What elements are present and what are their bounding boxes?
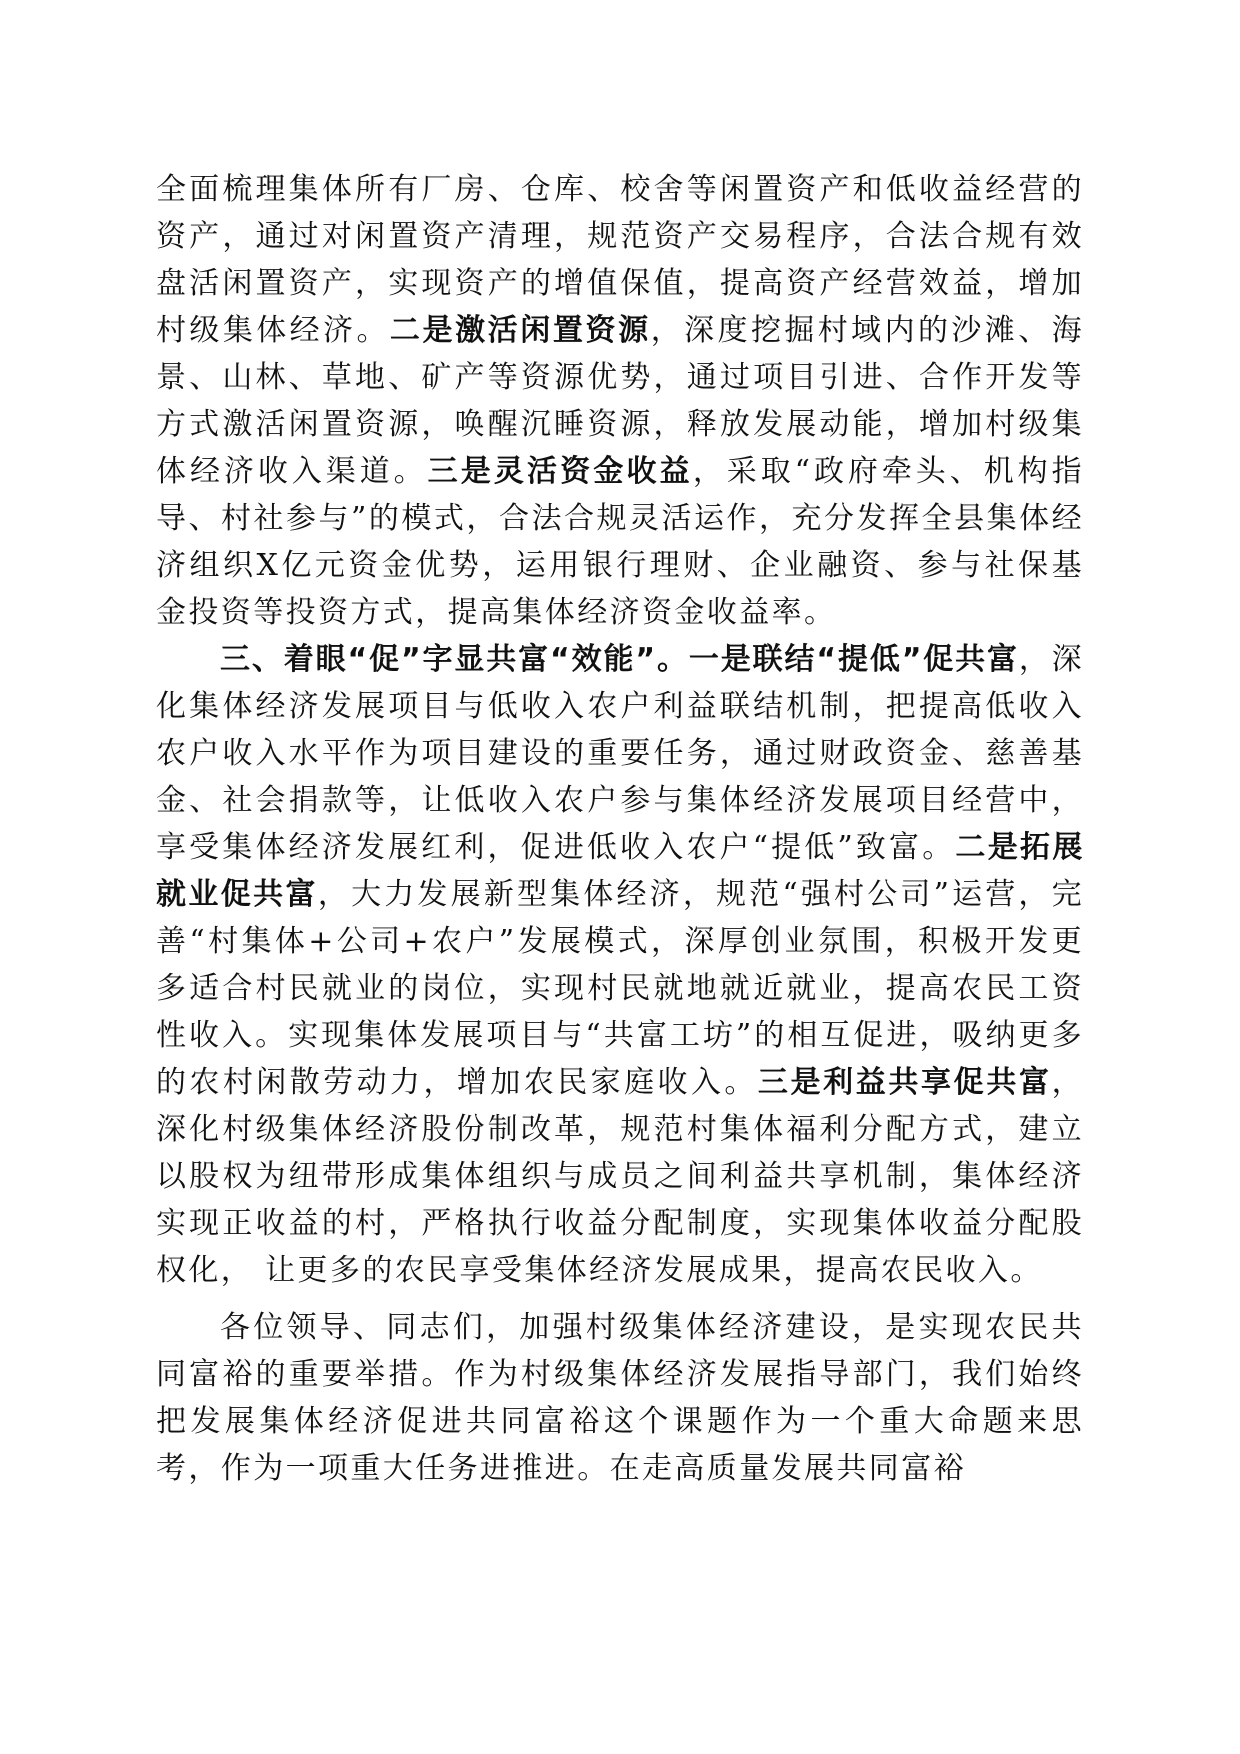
paragraph-2-heading-employment: 二是拓展就业促共富 [156,830,1084,912]
paragraph-closing [156,1304,1084,1492]
paragraph-1-text-e: ，采取“政府牵头、机构指导、村社参与”的模式，合法合规灵活运作，充分发挥全县集体经济组织X亿元资金优势，运用银行理财、企业融资、参与社保基金投资等投资方式，提高集体经济资金收益率。 [156,454,1084,630]
document-body [156,166,1084,1492]
paragraph-2-heading-section-three: 三、着眼“促”字显共富“效能”。一是联结“提低”促共富 [220,642,1019,677]
paragraph-2-text-d: ，大力发展新型集体经济，规范“强村公司”运营，完善“村集体+公司+农户”发展模式，深厚创业氛围，积极开发更多适合村民就业的岗位，实现村民就地就近就业，提高农民工资性收入。实现集体发展项目与“共富工坊”的相互促进，吸纳更多的农村闲散劳动力，增加农民家庭收入。 [156,877,1085,1100]
paragraph-1-text-c: ，深度挖掘村域内的沙滩、海景、山林、草地、矿产等资源优势，通过项目引进、合作开发等方式激活闲置资源，唤醒沉睡资源，释放发展动能，增加村级集体经济收入渠道。 [156,313,1084,489]
paragraph-1-heading-funds: 三是灵活资金收益 [427,454,693,489]
paragraph-2-text-f: ，深化村级集体经济股份制改革，规范村集体福利分配方式，建立以股权为纽带形成集体组织与成员之间利益共享机制，集体经济实现正收益的村，严格执行收益分配制度，实现集体收益分配股权化， 让更多的农民享受集体经济发展成果，提高农民收入。 [156,1065,1084,1288]
paragraph-common-prosperity [156,636,1084,1294]
paragraph-2-heading-benefit-sharing: 三是利益共享促共富 [757,1065,1052,1100]
paragraph-2-text-b: ，深化集体经济发展项目与低收入农户利益联结机制，把提高低收入农户收入水平作为项目建设的重要任务，通过财政资金、慈善基金、社会捐款等，让低收入农户参与集体经济发展项目经营中，享受集体经济发展红利，促进低收入农户“提低”致富。 [156,642,1084,865]
paragraph-1-heading-resources: 二是激活闲置资源 [389,313,651,348]
paragraph-3-text-a: 各位领导、同志们，加强村级集体经济建设，是实现农民共同富裕的重要举措。作为村级集体经济发展指导部门，我们始终把发展集体经济促进共同富裕这个课题作为一个重大命题来思考，作为一项重大任务进推进。在走高质量发展共同富裕 [156,1310,1084,1486]
paragraph-asset-activation [156,166,1084,636]
paragraph-1-text-a: 全面梳理集体所有厂房、仓库、校舍等闲置资产和低收益经营的资产，通过对闲置资产清理，规范资产交易程序，合法合规有效盘活闲置资产，实现资产的增值保值，提高资产经营效益，增加村级集体经济。 [156,172,1084,348]
